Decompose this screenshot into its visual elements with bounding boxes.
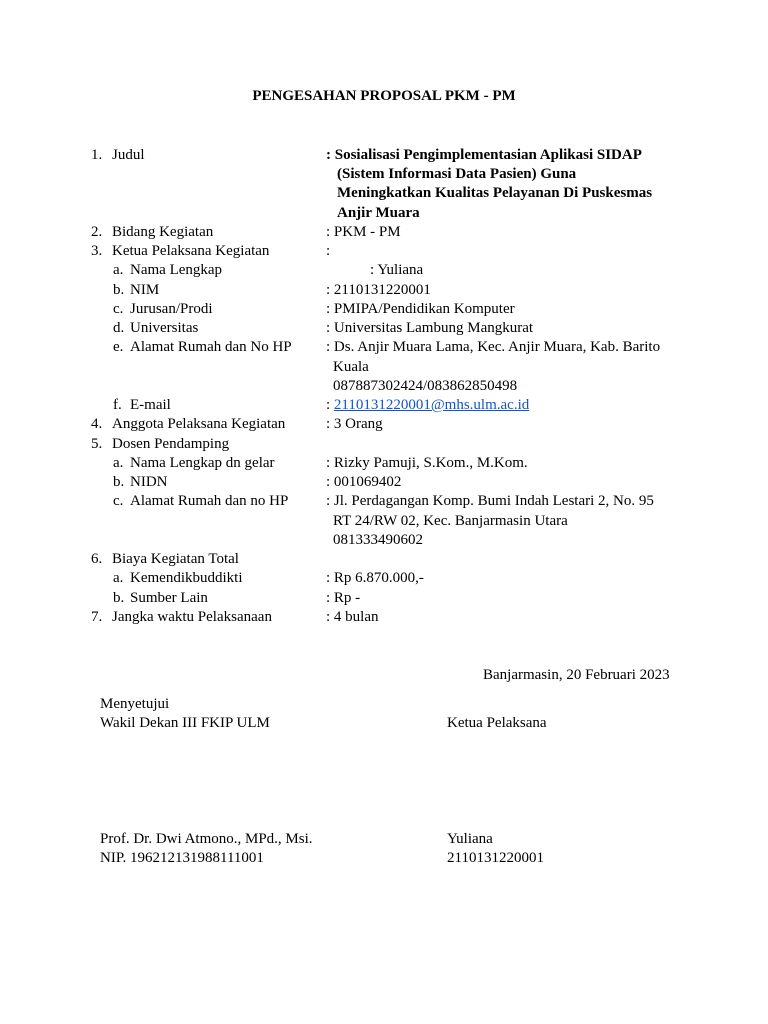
value-phone-ketua: 087887302424/083862850498 xyxy=(333,378,518,394)
label-sumber: Sumber Lain xyxy=(130,590,208,606)
label-kemendik: Kemendikbuddikti xyxy=(130,570,243,586)
label-judul: Judul xyxy=(112,147,145,163)
approver-position: Wakil Dekan III FKIP ULM xyxy=(100,715,270,731)
email-colon: : xyxy=(326,397,334,413)
label-jurusan: Jurusan/Prodi xyxy=(130,301,213,317)
label-nim: NIM xyxy=(130,282,160,298)
label-nama-dosen: Nama Lengkap dn gelar xyxy=(130,455,275,471)
item-number-bidang: 2. xyxy=(91,224,103,240)
sub-marker-email: f. xyxy=(113,397,122,413)
label-jangka: Jangka waktu Pelaksanaan xyxy=(112,609,272,625)
label-universitas: Universitas xyxy=(130,320,199,336)
label-alamat-dosen: Alamat Rumah dan no HP xyxy=(130,493,289,509)
value-universitas: : Universitas Lambung Mangkurat xyxy=(326,320,534,336)
value-judul-line4: Anjir Muara xyxy=(337,205,420,221)
approval-label: Menyetujui xyxy=(100,696,170,712)
label-nama-ketua: Nama Lengkap xyxy=(130,262,223,278)
item-number-ketua: 3. xyxy=(91,243,103,259)
item-number-judul: 1. xyxy=(91,147,103,163)
email-link[interactable]: 2110131220001@mhs.ulm.ac.id xyxy=(333,397,530,413)
value-email-row xyxy=(326,396,529,415)
approver-nip: NIP. 196212131988111001 xyxy=(100,850,264,866)
sub-marker-nim: b. xyxy=(113,282,125,298)
value-alamat-ketua-line2: Kuala xyxy=(333,359,369,375)
sub-marker-nama-dosen: a. xyxy=(113,455,124,471)
value-nidn: : 001069402 xyxy=(326,474,402,490)
value-jangka: : 4 bulan xyxy=(326,609,379,625)
sub-marker-kemendik: a. xyxy=(113,570,124,586)
value-nama-ketua: : Yuliana xyxy=(370,262,424,278)
value-ketua: : xyxy=(326,243,331,259)
label-dosen: Dosen Pendamping xyxy=(112,436,230,452)
value-kemendik: : Rp 6.870.000,- xyxy=(326,570,424,586)
label-biaya: Biaya Kegiatan Total xyxy=(112,551,239,567)
label-bidang: Bidang Kegiatan xyxy=(112,224,214,240)
place-date: Banjarmasin, 20 Februari 2023 xyxy=(483,667,670,683)
value-phone-dosen: 081333490602 xyxy=(333,532,423,548)
chair-position: Ketua Pelaksana xyxy=(447,715,547,731)
value-sumber: : Rp - xyxy=(326,590,361,606)
label-email: E-mail xyxy=(130,397,171,413)
sub-marker-jurusan: c. xyxy=(113,301,124,317)
label-nidn: NIDN xyxy=(130,474,168,490)
sub-marker-alamat-ketua: e. xyxy=(113,339,124,355)
value-judul-line1: : Sosialisasi Pengimplementasian Aplikasi SIDAP xyxy=(326,147,642,163)
value-jurusan: : PMIPA/Pendidikan Komputer xyxy=(326,301,515,317)
item-number-anggota: 4. xyxy=(91,416,103,432)
label-alamat-ketua: Alamat Rumah dan No HP xyxy=(130,339,292,355)
sub-marker-sumber: b. xyxy=(113,590,125,606)
chair-nim: 2110131220001 xyxy=(447,850,544,866)
value-alamat-ketua-line1: : Ds. Anjir Muara Lama, Kec. Anjir Muara, Kab. Barito xyxy=(326,339,661,355)
approver-name: Prof. Dr. Dwi Atmono., MPd., Msi. xyxy=(100,831,313,847)
value-alamat-dosen-line2: RT 24/RW 02, Kec. Banjarmasin Utara xyxy=(333,513,568,529)
label-ketua: Ketua Pelaksana Kegiatan xyxy=(112,243,270,259)
sub-marker-alamat-dosen: c. xyxy=(113,493,124,509)
item-number-jangka: 7. xyxy=(91,609,103,625)
value-alamat-dosen-line1: : Jl. Perdagangan Komp. Bumi Indah Lestari 2, No. 95 xyxy=(326,493,654,509)
sub-marker-nidn: b. xyxy=(113,474,125,490)
value-judul-line2: (Sistem Informasi Data Pasien) Guna xyxy=(337,166,577,182)
value-nama-dosen: : Rizky Pamuji, S.Kom., M.Kom. xyxy=(326,455,528,471)
value-bidang: : PKM - PM xyxy=(326,224,401,240)
sub-marker-universitas: d. xyxy=(113,320,125,336)
item-number-biaya: 6. xyxy=(91,551,103,567)
value-anggota: : 3 Orang xyxy=(326,416,383,432)
item-number-dosen: 5. xyxy=(91,436,103,452)
value-nim: : 2110131220001 xyxy=(326,282,431,298)
chair-name: Yuliana xyxy=(447,831,493,847)
sub-marker-nama: a. xyxy=(113,262,124,278)
label-anggota: Anggota Pelaksana Kegiatan xyxy=(112,416,286,432)
value-judul-line3: Meningkatkan Kualitas Pelayanan Di Puskesmas xyxy=(337,185,653,201)
document-title: PENGESAHAN PROPOSAL PKM - PM xyxy=(252,88,516,104)
